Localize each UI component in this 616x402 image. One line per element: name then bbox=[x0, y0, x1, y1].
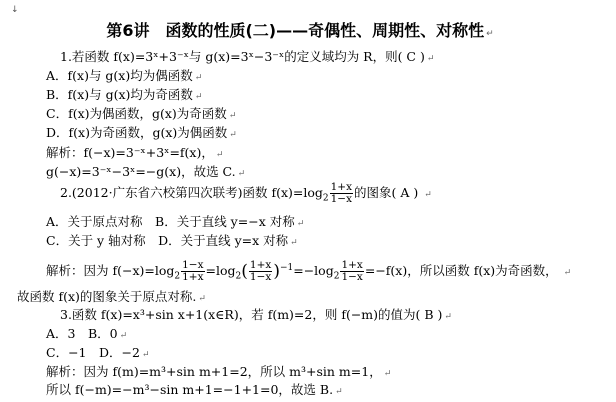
q2-stem-suffix: 的图象( A ) bbox=[354, 185, 419, 200]
paragraph-mark: ↵ bbox=[237, 169, 246, 179]
q2-analysis-part-a: 解析：因为 f(−x)=log bbox=[46, 263, 175, 279]
paragraph-mark: ↵ bbox=[141, 350, 150, 360]
q2-options-row1: A．关于原点对称 B．关于直线 y=−x 对称 ↵ bbox=[46, 214, 305, 229]
q2-analysis-frac1-den: 1+x bbox=[182, 271, 204, 284]
q2-analysis-frac3-den: 1−x bbox=[341, 271, 363, 284]
paragraph-mark: ↵ bbox=[194, 92, 203, 102]
q2-analysis-part-c: =−log bbox=[293, 263, 334, 279]
paragraph-mark: ↵ bbox=[194, 73, 203, 83]
paragraph-mark: ↵ bbox=[296, 219, 305, 229]
paragraph-mark: ↵ bbox=[486, 29, 494, 39]
paragraph-mark: ↵ bbox=[426, 54, 435, 64]
q1-option-c: C．f(x)为偶函数，g(x)为奇函数 ↵ bbox=[46, 106, 237, 121]
q2-analysis-fraction2 bbox=[249, 260, 272, 283]
q2-analysis-exponent: −1 bbox=[279, 263, 294, 273]
q3-analysis-line2: 所以 f(−m)=−m³−sin m+1=−1+1=0，故选 B. ↵ bbox=[46, 382, 343, 397]
q1-option-a: A．f(x)与 g(x)均为偶函数 ↵ bbox=[46, 68, 203, 83]
q2-fraction-denominator: 1−x bbox=[330, 193, 353, 205]
q2-analysis-fraction3 bbox=[340, 260, 363, 283]
q2-analysis-fraction1 bbox=[181, 260, 204, 283]
q2-analysis-frac2-num: 1+x bbox=[249, 259, 272, 272]
q2-analysis-base2: 2 bbox=[235, 271, 242, 282]
q2-options-row2: C．关于 y 轴对称 D．关于直线 y=x 对称 ↵ bbox=[46, 233, 298, 248]
paragraph-mark: ↵ bbox=[335, 387, 343, 397]
q3-stem: 3.函数 f(x)=x³+sin x+1(x∈R)，若 f(m)=2，则 f(−m)的值为( B ) ↵ bbox=[60, 307, 452, 322]
q1-option-b: B．f(x)与 g(x)均为奇函数 ↵ bbox=[46, 87, 203, 102]
q2-analysis-frac3-num: 1+x bbox=[341, 259, 363, 272]
q2-log-base: 2 bbox=[322, 193, 329, 204]
paragraph-mark: ↵ bbox=[228, 111, 237, 121]
q3-analysis-line1: 解析：因为 f(m)=m³+sin m+1=2，所以 m³+sin m=1， ↵ bbox=[46, 364, 392, 379]
q2-analysis-part-b: =log bbox=[205, 263, 236, 279]
q2-stem-prefix: 2.(2012·广东省六校第四次联考)函数 f(x)=log bbox=[60, 185, 323, 200]
q1-stem: 1.若函数 f(x)=3ˣ+3⁻ˣ与 g(x)=3ˣ−3⁻ˣ的定义域均为 R，则( C ) ↵ bbox=[60, 49, 435, 64]
paragraph-mark: ↵ bbox=[198, 294, 206, 304]
q1-option-d: D．f(x)为奇函数，g(x)为偶函数 ↵ bbox=[46, 125, 237, 140]
q2-fraction bbox=[330, 182, 353, 205]
paragraph-mark: ↵ bbox=[229, 130, 237, 140]
paragraph-mark: ↵ bbox=[119, 331, 128, 341]
q2-analysis-base1: 2 bbox=[174, 271, 181, 282]
paragraph-mark: ↵ bbox=[383, 369, 392, 379]
q2-analysis-frac1-num: 1−x bbox=[182, 259, 204, 272]
corner-mark: ↓ bbox=[11, 5, 19, 15]
lesson-title: 第6讲 函数的性质(二)——奇偶性、周期性、对称性 ↵ bbox=[106, 21, 494, 40]
q2-analysis-base3: 2 bbox=[333, 271, 340, 282]
paragraph-mark: ↵ bbox=[215, 150, 224, 160]
q3-options-row2: C．−1 D．−2 ↵ bbox=[46, 345, 150, 360]
q1-analysis-line1: 解析：f(−x)=3⁻ˣ+3ˣ=f(x)， ↵ bbox=[46, 145, 224, 160]
q2-analysis-frac2-den: 1−x bbox=[249, 271, 272, 284]
q2-stem bbox=[60, 180, 432, 212]
paragraph-mark: ↵ bbox=[424, 190, 432, 200]
paragraph-mark: ↵ bbox=[290, 238, 298, 248]
q2-analysis-line1: 解析：因为 $f(-x)=\log_2$ $\frac{1-x}{1+x}$ $=\log_2$( $\frac{1+x}{1-x}$ )$^{-1}=-\log_2$ $\frac{1+x}{1-x}$ =−f(x)，所以函数 f(x)为奇函数， ↵ bbox=[46, 259, 572, 284]
q2-analysis-part-d: =−f(x)，所以函数 f(x)为奇函数， bbox=[364, 263, 558, 279]
q3-options-row1: A．3 B．0 ↵ bbox=[46, 326, 128, 341]
q2-analysis-line2: 故函数 f(x)的图象关于原点对称. ↵ bbox=[17, 289, 206, 304]
paragraph-mark: ↵ bbox=[563, 268, 572, 279]
q1-analysis-line2: g(−x)=3⁻ˣ−3ˣ=−g(x)，故选 C. ↵ bbox=[46, 164, 246, 179]
paragraph-mark: ↵ bbox=[444, 312, 452, 322]
q2-fraction-numerator: 1+x bbox=[330, 181, 353, 193]
